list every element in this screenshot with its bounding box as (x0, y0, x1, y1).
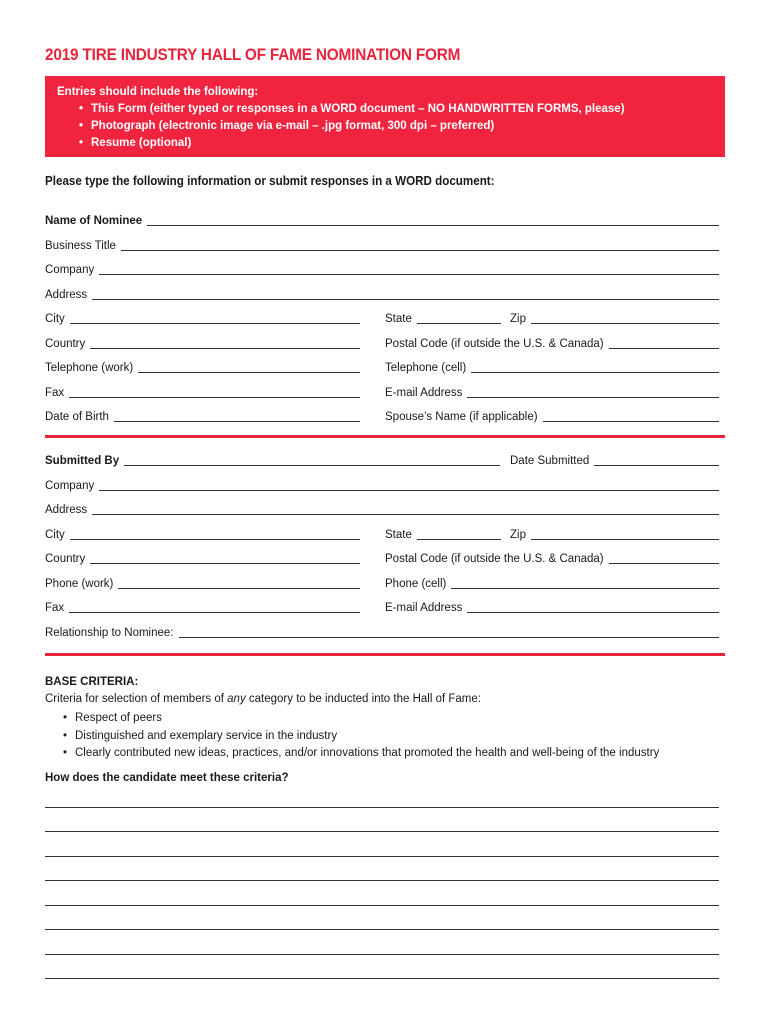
nominee-address-line[interactable] (92, 287, 719, 300)
banner-item: • Photograph (electronic image via e-mail – .jpg format, 300 dpi – preferred) (91, 118, 713, 135)
nominee-dob-row (45, 408, 719, 424)
nominee-fax-field[interactable] (45, 384, 360, 400)
nominee-name-label: Name of Nominee (45, 215, 143, 227)
criteria-intro-end: category to be inducted into the Hall of Fame: (245, 693, 481, 705)
nominee-city-field[interactable] (45, 310, 360, 326)
nominee-city-label: City (45, 313, 65, 325)
criteria-item: • Distinguished and exemplary service in the industry (75, 728, 659, 746)
submitter-fax-field[interactable] (45, 599, 360, 615)
business-title-label: Business Title (45, 240, 116, 252)
section-divider (45, 435, 725, 438)
date-submitted-field[interactable] (510, 452, 719, 468)
submitter-company-field[interactable] (45, 477, 719, 493)
nominee-state-field[interactable] (385, 310, 501, 326)
criteria-intro-start: Criteria for selection of members of (45, 693, 228, 705)
criteria-item: • Respect of peers (75, 710, 659, 728)
submitter-city-row (45, 526, 719, 542)
nominee-name-field[interactable] (45, 212, 719, 228)
business-title-line[interactable] (121, 238, 719, 251)
nominee-spouse-field[interactable] (385, 408, 719, 424)
submitter-phone-work-line[interactable] (118, 576, 360, 589)
submitter-phone-cell-line[interactable] (451, 576, 719, 589)
nominee-fax-row (45, 384, 719, 400)
nominee-telephone-cell-label: Telephone (cell) (385, 362, 467, 374)
nominee-address-row (45, 286, 719, 302)
nominee-postal-code-field[interactable] (385, 335, 719, 351)
submitter-company-line[interactable] (99, 478, 719, 491)
relationship-label: Relationship to Nominee: (45, 627, 174, 639)
nominee-company-field[interactable] (45, 261, 719, 277)
banner-intro: Entries should include the following: (57, 86, 259, 98)
form-title: 2019 TIRE INDUSTRY HALL OF FAME NOMINATION FORM (45, 46, 461, 64)
answer-line[interactable] (45, 929, 719, 930)
nominee-dob-line[interactable] (114, 409, 360, 422)
submitter-address-field[interactable] (45, 501, 719, 517)
nominee-country-label: Country (45, 338, 86, 350)
submitter-company-row (45, 477, 719, 493)
relationship-row (45, 624, 719, 640)
entry-requirements-banner (45, 76, 725, 157)
answer-line[interactable] (45, 807, 719, 808)
submitter-country-label: Country (45, 553, 86, 565)
nominee-telephone-work-label: Telephone (work) (45, 362, 134, 374)
submitter-zip-field[interactable] (510, 526, 719, 542)
answer-line[interactable] (45, 978, 719, 979)
answer-line[interactable] (45, 954, 719, 955)
nominee-city-row (45, 310, 719, 326)
nominee-telephone-work-line[interactable] (138, 360, 360, 373)
relationship-field[interactable] (45, 624, 719, 640)
nominee-postal-code-label: Postal Code (if outside the U.S. & Canada) (385, 338, 604, 350)
form-instruction: Please type the following information or submit responses in a WORD document: (45, 174, 495, 188)
submitter-fax-line[interactable] (69, 600, 360, 613)
answer-line[interactable] (45, 856, 719, 857)
submitter-email-field[interactable] (385, 599, 719, 615)
nominee-state-line[interactable] (417, 311, 501, 324)
answer-line[interactable] (45, 905, 719, 906)
criteria-intro-emphasis: any (227, 693, 246, 705)
criteria-intro (45, 693, 481, 705)
business-title-field[interactable] (45, 237, 719, 253)
submitter-state-line[interactable] (417, 527, 501, 540)
nominee-fax-line[interactable] (69, 385, 360, 398)
submitter-address-row (45, 501, 719, 517)
nominee-address-field[interactable] (45, 286, 719, 302)
nominee-email-label: E-mail Address (385, 387, 463, 399)
criteria-item: • Clearly contributed new ideas, practices, and/or innovations that promoted the health and well-being of the industry (75, 745, 659, 763)
nominee-spouse-label: Spouse’s Name (if applicable) (385, 411, 538, 423)
section-divider (45, 653, 725, 656)
nominee-zip-field[interactable] (510, 310, 719, 326)
submitter-phone-cell-field[interactable] (385, 575, 719, 591)
submitter-phone-cell-label: Phone (cell) (385, 578, 447, 590)
nominee-city-line[interactable] (70, 311, 360, 324)
nominee-spouse-line[interactable] (543, 409, 719, 422)
nominee-country-line[interactable] (90, 336, 360, 349)
submitter-address-label: Address (45, 504, 88, 516)
nominee-state-label: State (385, 313, 412, 325)
nominee-telephone-cell-line[interactable] (471, 360, 719, 373)
criteria-list (45, 710, 659, 763)
nominee-country-field[interactable] (45, 335, 360, 351)
submitter-postal-code-field[interactable] (385, 550, 719, 566)
submitter-phone-row (45, 575, 719, 591)
submitted-by-row (45, 452, 719, 468)
submitter-country-field[interactable] (45, 550, 360, 566)
business-title-row (45, 237, 719, 253)
submitter-phone-work-field[interactable] (45, 575, 360, 591)
submitter-company-label: Company (45, 480, 95, 492)
submitter-country-line[interactable] (90, 551, 360, 564)
submitter-postal-code-label: Postal Code (if outside the U.S. & Canada) (385, 553, 604, 565)
submitter-postal-code-line[interactable] (609, 551, 719, 564)
nominee-dob-label: Date of Birth (45, 411, 109, 423)
submitted-by-field[interactable] (45, 452, 500, 468)
nominee-zip-line[interactable] (531, 311, 719, 324)
nominee-telephone-work-field[interactable] (45, 359, 360, 375)
answer-line[interactable] (45, 831, 719, 832)
nominee-fax-label: Fax (45, 387, 65, 399)
nominee-country-row (45, 335, 719, 351)
submitter-phone-work-label: Phone (work) (45, 578, 114, 590)
nominee-dob-field[interactable] (45, 408, 360, 424)
date-submitted-label: Date Submitted (510, 455, 590, 467)
nominee-telephone-row (45, 359, 719, 375)
submitter-fax-row (45, 599, 719, 615)
nominee-telephone-cell-field[interactable] (385, 359, 719, 375)
criteria-question: How does the candidate meet these criteria? (45, 772, 289, 784)
submitter-fax-label: Fax (45, 602, 65, 614)
nominee-company-row (45, 261, 719, 277)
submitter-address-line[interactable] (92, 502, 719, 515)
nominee-email-line[interactable] (467, 385, 719, 398)
submitter-email-line[interactable] (467, 600, 719, 613)
submitted-by-line[interactable] (124, 453, 500, 466)
submitter-city-label: City (45, 529, 65, 541)
relationship-line[interactable] (179, 625, 720, 638)
nominee-email-field[interactable] (385, 384, 719, 400)
submitter-city-line[interactable] (70, 527, 360, 540)
submitter-city-field[interactable] (45, 526, 360, 542)
banner-list (57, 101, 713, 152)
nominee-name-row (45, 212, 719, 228)
submitter-state-field[interactable] (385, 526, 501, 542)
banner-item: • This Form (either typed or responses in a WORD document – NO HANDWRITTEN FORMS, please) (91, 101, 713, 118)
nominee-postal-code-line[interactable] (609, 336, 719, 349)
nominee-company-line[interactable] (99, 262, 719, 275)
submitter-zip-line[interactable] (531, 527, 719, 540)
criteria-heading: BASE CRITERIA: (45, 676, 139, 688)
nominee-zip-label: Zip (510, 313, 526, 325)
answer-line[interactable] (45, 880, 719, 881)
submitter-zip-label: Zip (510, 529, 526, 541)
nominee-name-line[interactable] (147, 213, 719, 226)
nominee-address-label: Address (45, 289, 88, 301)
submitter-email-label: E-mail Address (385, 602, 463, 614)
submitted-by-label: Submitted By (45, 455, 120, 467)
submitter-state-label: State (385, 529, 412, 541)
date-submitted-line[interactable] (594, 453, 719, 466)
nominee-company-label: Company (45, 264, 95, 276)
banner-item: • Resume (optional) (91, 135, 713, 152)
submitter-country-row (45, 550, 719, 566)
